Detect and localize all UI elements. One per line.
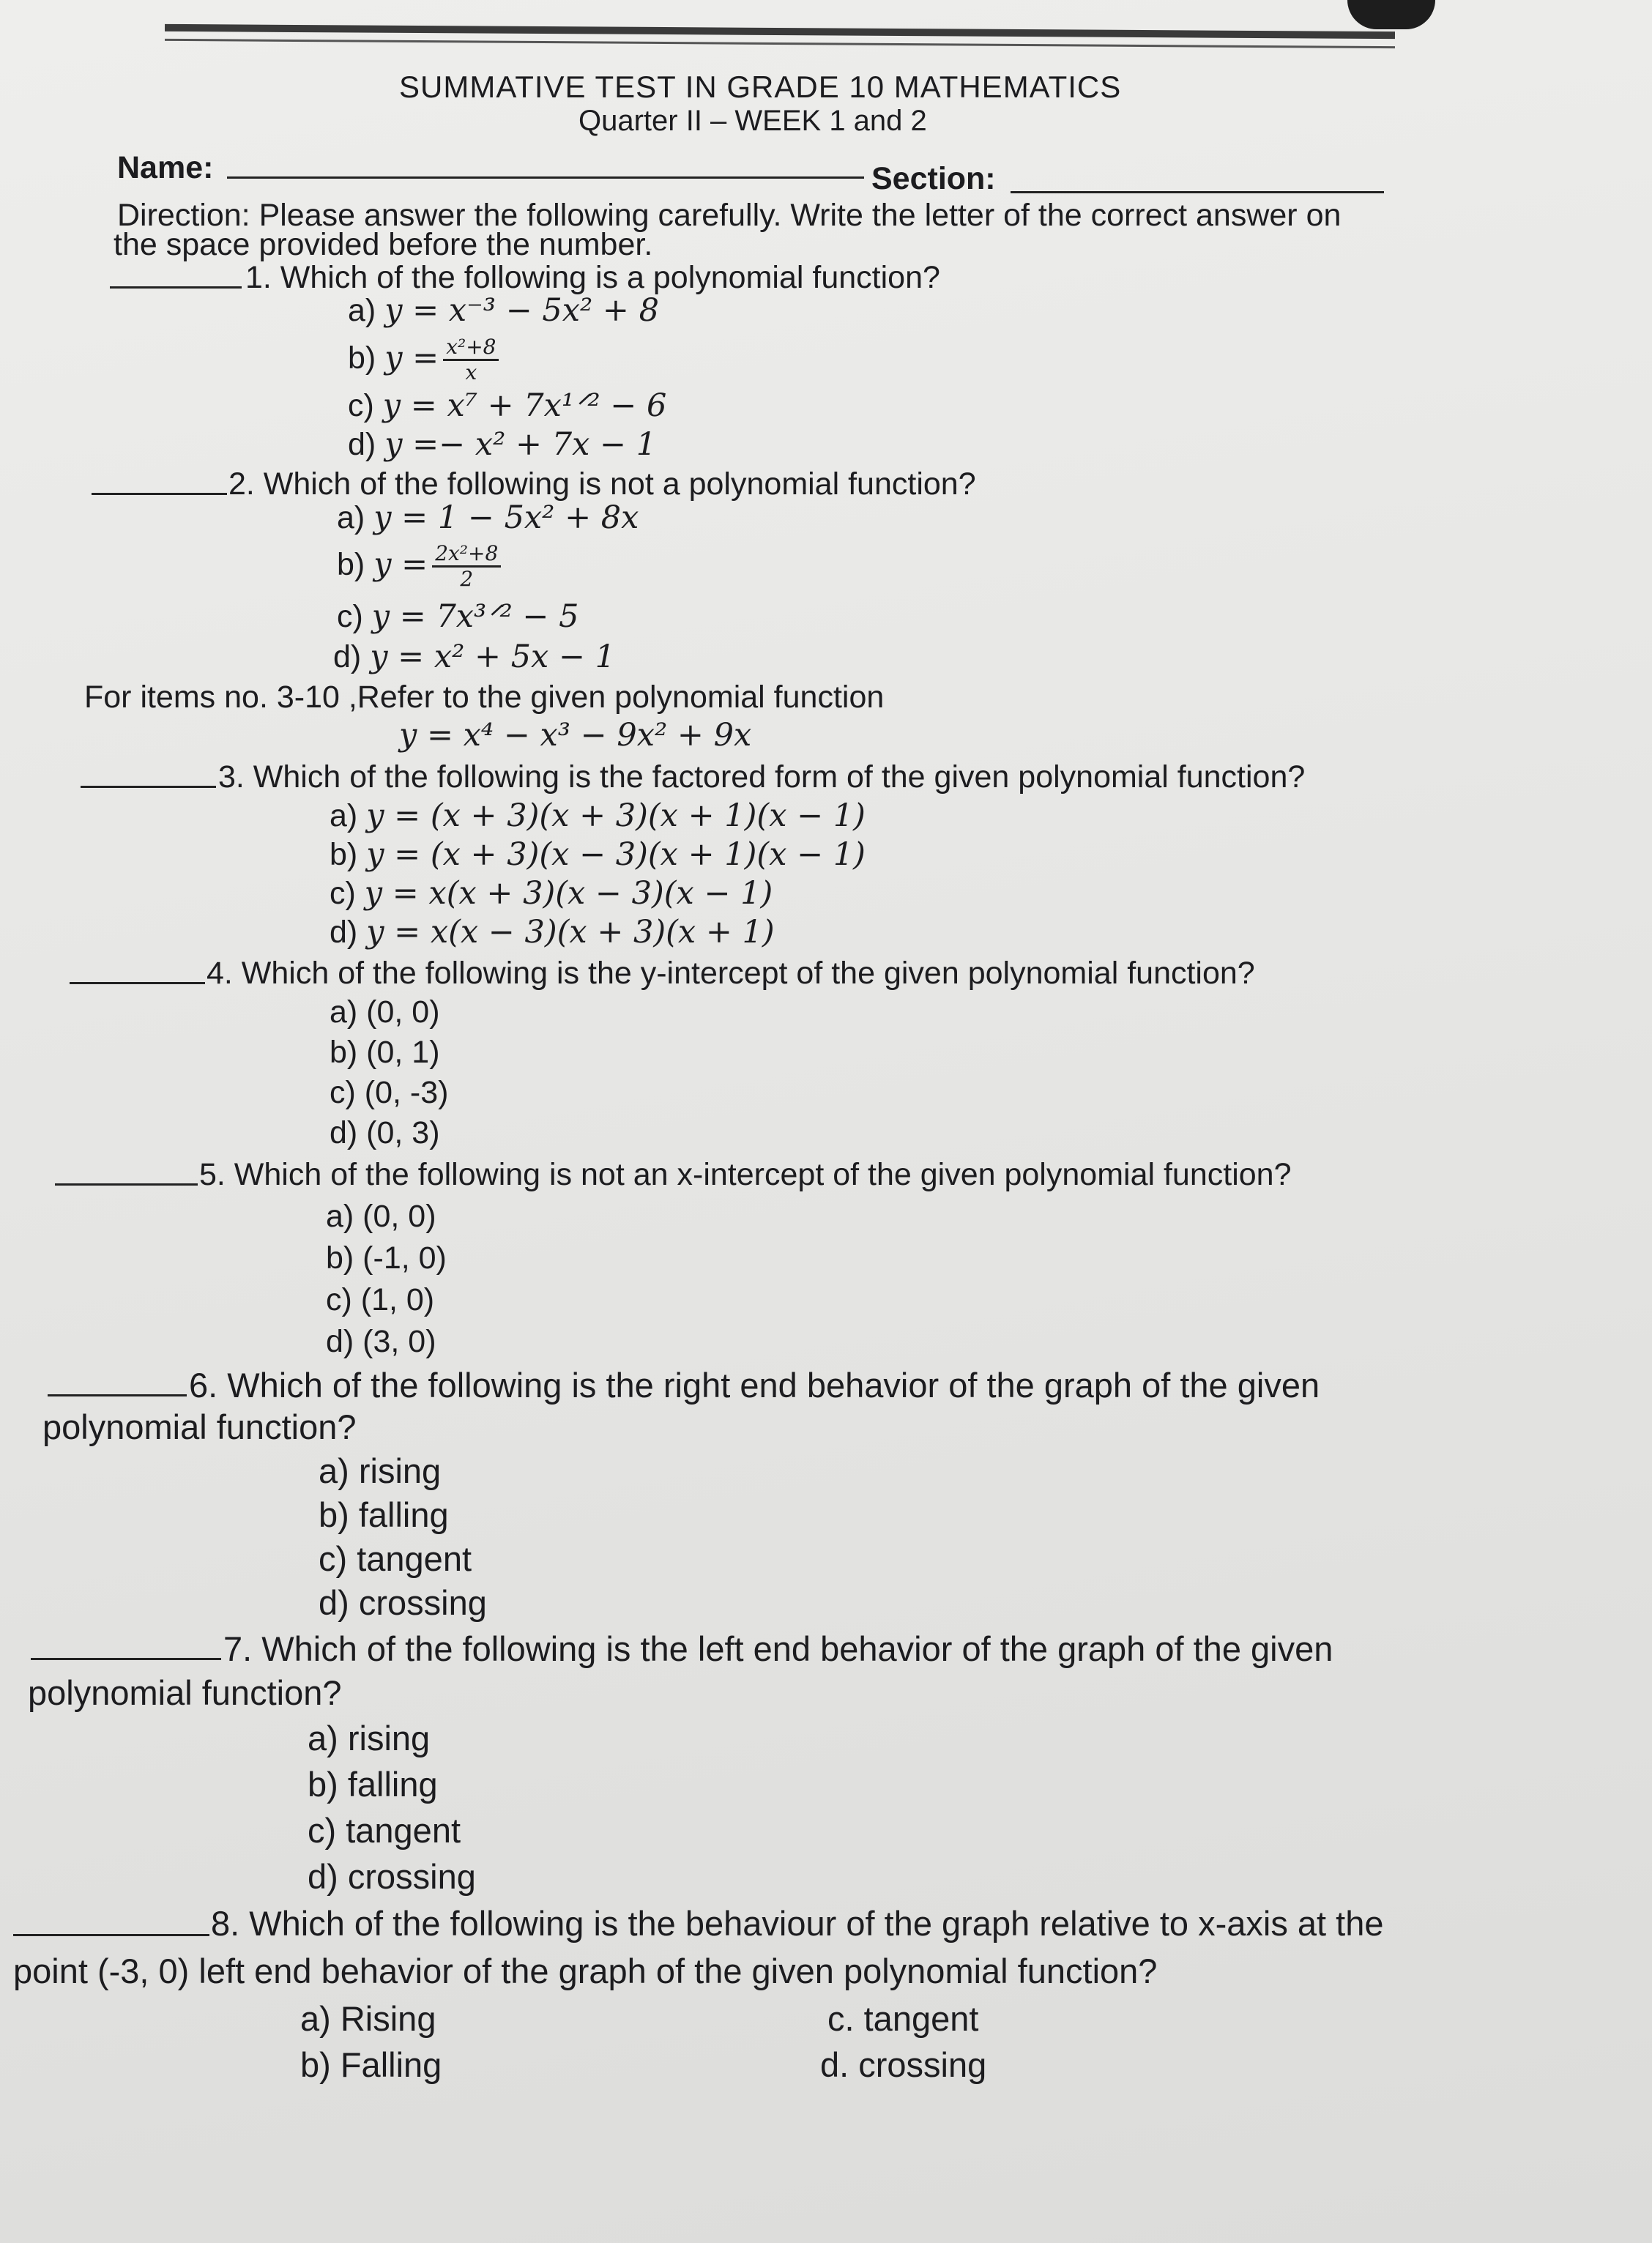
q3-d-math: y = x(x − 3)(x + 3)(x + 1) <box>366 914 775 951</box>
q2-option-b: b) y = $\frac{\text{2x²+8}}{2}$ <box>337 542 501 591</box>
question-5: 5. Which of the following is not an x-intercept of the given polynomial function? <box>199 1157 1292 1192</box>
refer-instruction: For items no. 3-10 ,Refer to the given polynomial function <box>84 680 885 715</box>
answer-blank-1[interactable] <box>110 260 242 297</box>
section-field[interactable] <box>1011 165 1384 201</box>
q1-option-d: d) y =− x² + 7x − 1 <box>348 426 657 463</box>
question-3: 3. Which of the following is the factored form of the given polynomial function? <box>218 759 1306 795</box>
q4-option-c: c) (0, -3) <box>330 1075 449 1110</box>
q3-c-math: y = x(x + 3)(x − 3)(x − 1) <box>364 875 773 912</box>
direction-line-1: Direction: Please answer the following carefully. Write the letter of the correct answer on <box>117 198 1342 233</box>
q2-option-a: a) y = 1 − 5x² + 8x <box>337 499 639 536</box>
given-function: y = x⁴ − x³ − 9x² + 9x <box>399 717 752 754</box>
q4-option-d: d) (0, 3) <box>330 1115 440 1150</box>
q2-option-c: c) y = 7x³ᐟ² − 5 <box>337 598 579 635</box>
q6-option-c: c) tangent <box>319 1539 472 1578</box>
q2-option-d: d) y = x² + 5x − 1 <box>333 639 616 675</box>
q8-option-d: d. crossing <box>820 2045 987 2084</box>
question-6: 6. Which of the following is the right end behavior of the graph of the given <box>189 1366 1320 1405</box>
q2-d-math: y = x² + 5x − 1 <box>370 639 616 675</box>
q6-option-b: b) falling <box>319 1495 449 1534</box>
q2-c-math: y = 7x³ᐟ² − 5 <box>371 598 579 635</box>
q7-option-d: d) crossing <box>308 1857 476 1896</box>
q6-option-d: d) crossing <box>319 1583 487 1622</box>
q1-option-a: a) y = x⁻³ − 5x² + 8 <box>348 292 659 329</box>
q1-a-math: y = x⁻³ − 5x² + 8 <box>384 292 659 329</box>
answer-blank-7[interactable] <box>31 1632 221 1668</box>
question-1: 1. Which of the following is a polynomial function? <box>245 260 940 295</box>
q7-option-b: b) falling <box>308 1765 438 1804</box>
q2-b-prefix: y = <box>373 546 428 584</box>
q1-c-math: y = x⁷ + 7x¹ᐟ² − 6 <box>382 387 667 424</box>
header-rule-thin <box>165 39 1395 48</box>
top-edge-shadow <box>1347 0 1435 29</box>
q3-option-d: d) y = x(x − 3)(x + 3)(x + 1) <box>330 914 775 951</box>
q2-a-math: y = 1 − 5x² + 8x <box>373 499 639 536</box>
question-6-cont: polynomial function? <box>42 1407 357 1446</box>
answer-blank-5[interactable] <box>55 1157 198 1194</box>
q3-b-math: y = (x + 3)(x − 3)(x + 1)(x − 1) <box>366 836 866 873</box>
name-label: Name: <box>117 150 214 185</box>
q1-b-fraction <box>443 335 499 384</box>
q1-d-math: y =− x² + 7x − 1 <box>384 426 657 463</box>
q7-option-a: a) rising <box>308 1719 431 1757</box>
name-field[interactable] <box>227 150 864 187</box>
q3-option-b: b) y = (x + 3)(x − 3)(x + 1)(x − 1) <box>330 836 866 873</box>
q8-option-b: b) Falling <box>300 2045 442 2084</box>
answer-blank-8[interactable] <box>13 1908 209 1944</box>
answer-blank-2[interactable] <box>92 466 227 503</box>
header-rule <box>165 24 1395 39</box>
q5-option-c: c) (1, 0) <box>326 1282 435 1317</box>
answer-blank-3[interactable] <box>81 759 216 796</box>
q6-option-a: a) rising <box>319 1451 442 1490</box>
answer-blank-4[interactable] <box>70 956 205 992</box>
section-label: Section: <box>871 161 996 196</box>
question-2: 2. Which of the following is not a polynomial function? <box>228 466 976 502</box>
question-7: 7. Which of the following is the left end behavior of the graph of the given <box>223 1629 1333 1668</box>
q5-option-a: a) (0, 0) <box>326 1199 436 1234</box>
question-7-cont: polynomial function? <box>28 1673 342 1712</box>
question-8-cont: point (-3, 0) left end behavior of the graph of the given polynomial function? <box>13 1952 1158 1990</box>
q7-option-c: c) tangent <box>308 1811 461 1850</box>
q1-option-c: c) y = x⁷ + 7x¹ᐟ² − 6 <box>348 387 667 424</box>
answer-blank-6[interactable] <box>48 1368 187 1405</box>
q5-option-b: b) (-1, 0) <box>326 1240 447 1276</box>
q4-option-a: a) (0, 0) <box>330 994 440 1030</box>
q3-option-c: c) y = x(x + 3)(x − 3)(x − 1) <box>330 875 773 912</box>
question-4: 4. Which of the following is the y-intercept of the given polynomial function? <box>206 956 1255 991</box>
q3-a-math: y = (x + 3)(x + 3)(x + 1)(x − 1) <box>366 797 866 834</box>
q2-b-numerator: 2x²+8 <box>432 542 501 568</box>
test-subtitle: Quarter II – WEEK 1 and 2 <box>578 105 927 137</box>
q8-option-a: a) Rising <box>300 1999 436 2038</box>
q4-option-b: b) (0, 1) <box>330 1035 440 1070</box>
q3-option-a: a) y = (x + 3)(x + 3)(x + 1)(x − 1) <box>330 797 866 834</box>
q5-option-d: d) (3, 0) <box>326 1324 436 1359</box>
q1-b-denominator: x <box>465 360 477 385</box>
test-title: SUMMATIVE TEST IN GRADE 10 MATHEMATICS <box>399 70 1122 104</box>
q2-b-denominator: 2 <box>460 567 474 592</box>
direction-line-2: the space provided before the number. <box>114 227 653 262</box>
question-8: 8. Which of the following is the behaviour of the graph relative to x-axis at the <box>211 1904 1384 1943</box>
q8-option-c: c. tangent <box>827 1999 979 2038</box>
q1-b-prefix: y = <box>384 340 439 377</box>
q2-b-fraction <box>432 542 501 591</box>
q1-option-b: b) y = $\frac{\text{x²+8}}{x}$ <box>348 335 499 384</box>
q1-b-numerator: x²+8 <box>443 335 499 361</box>
